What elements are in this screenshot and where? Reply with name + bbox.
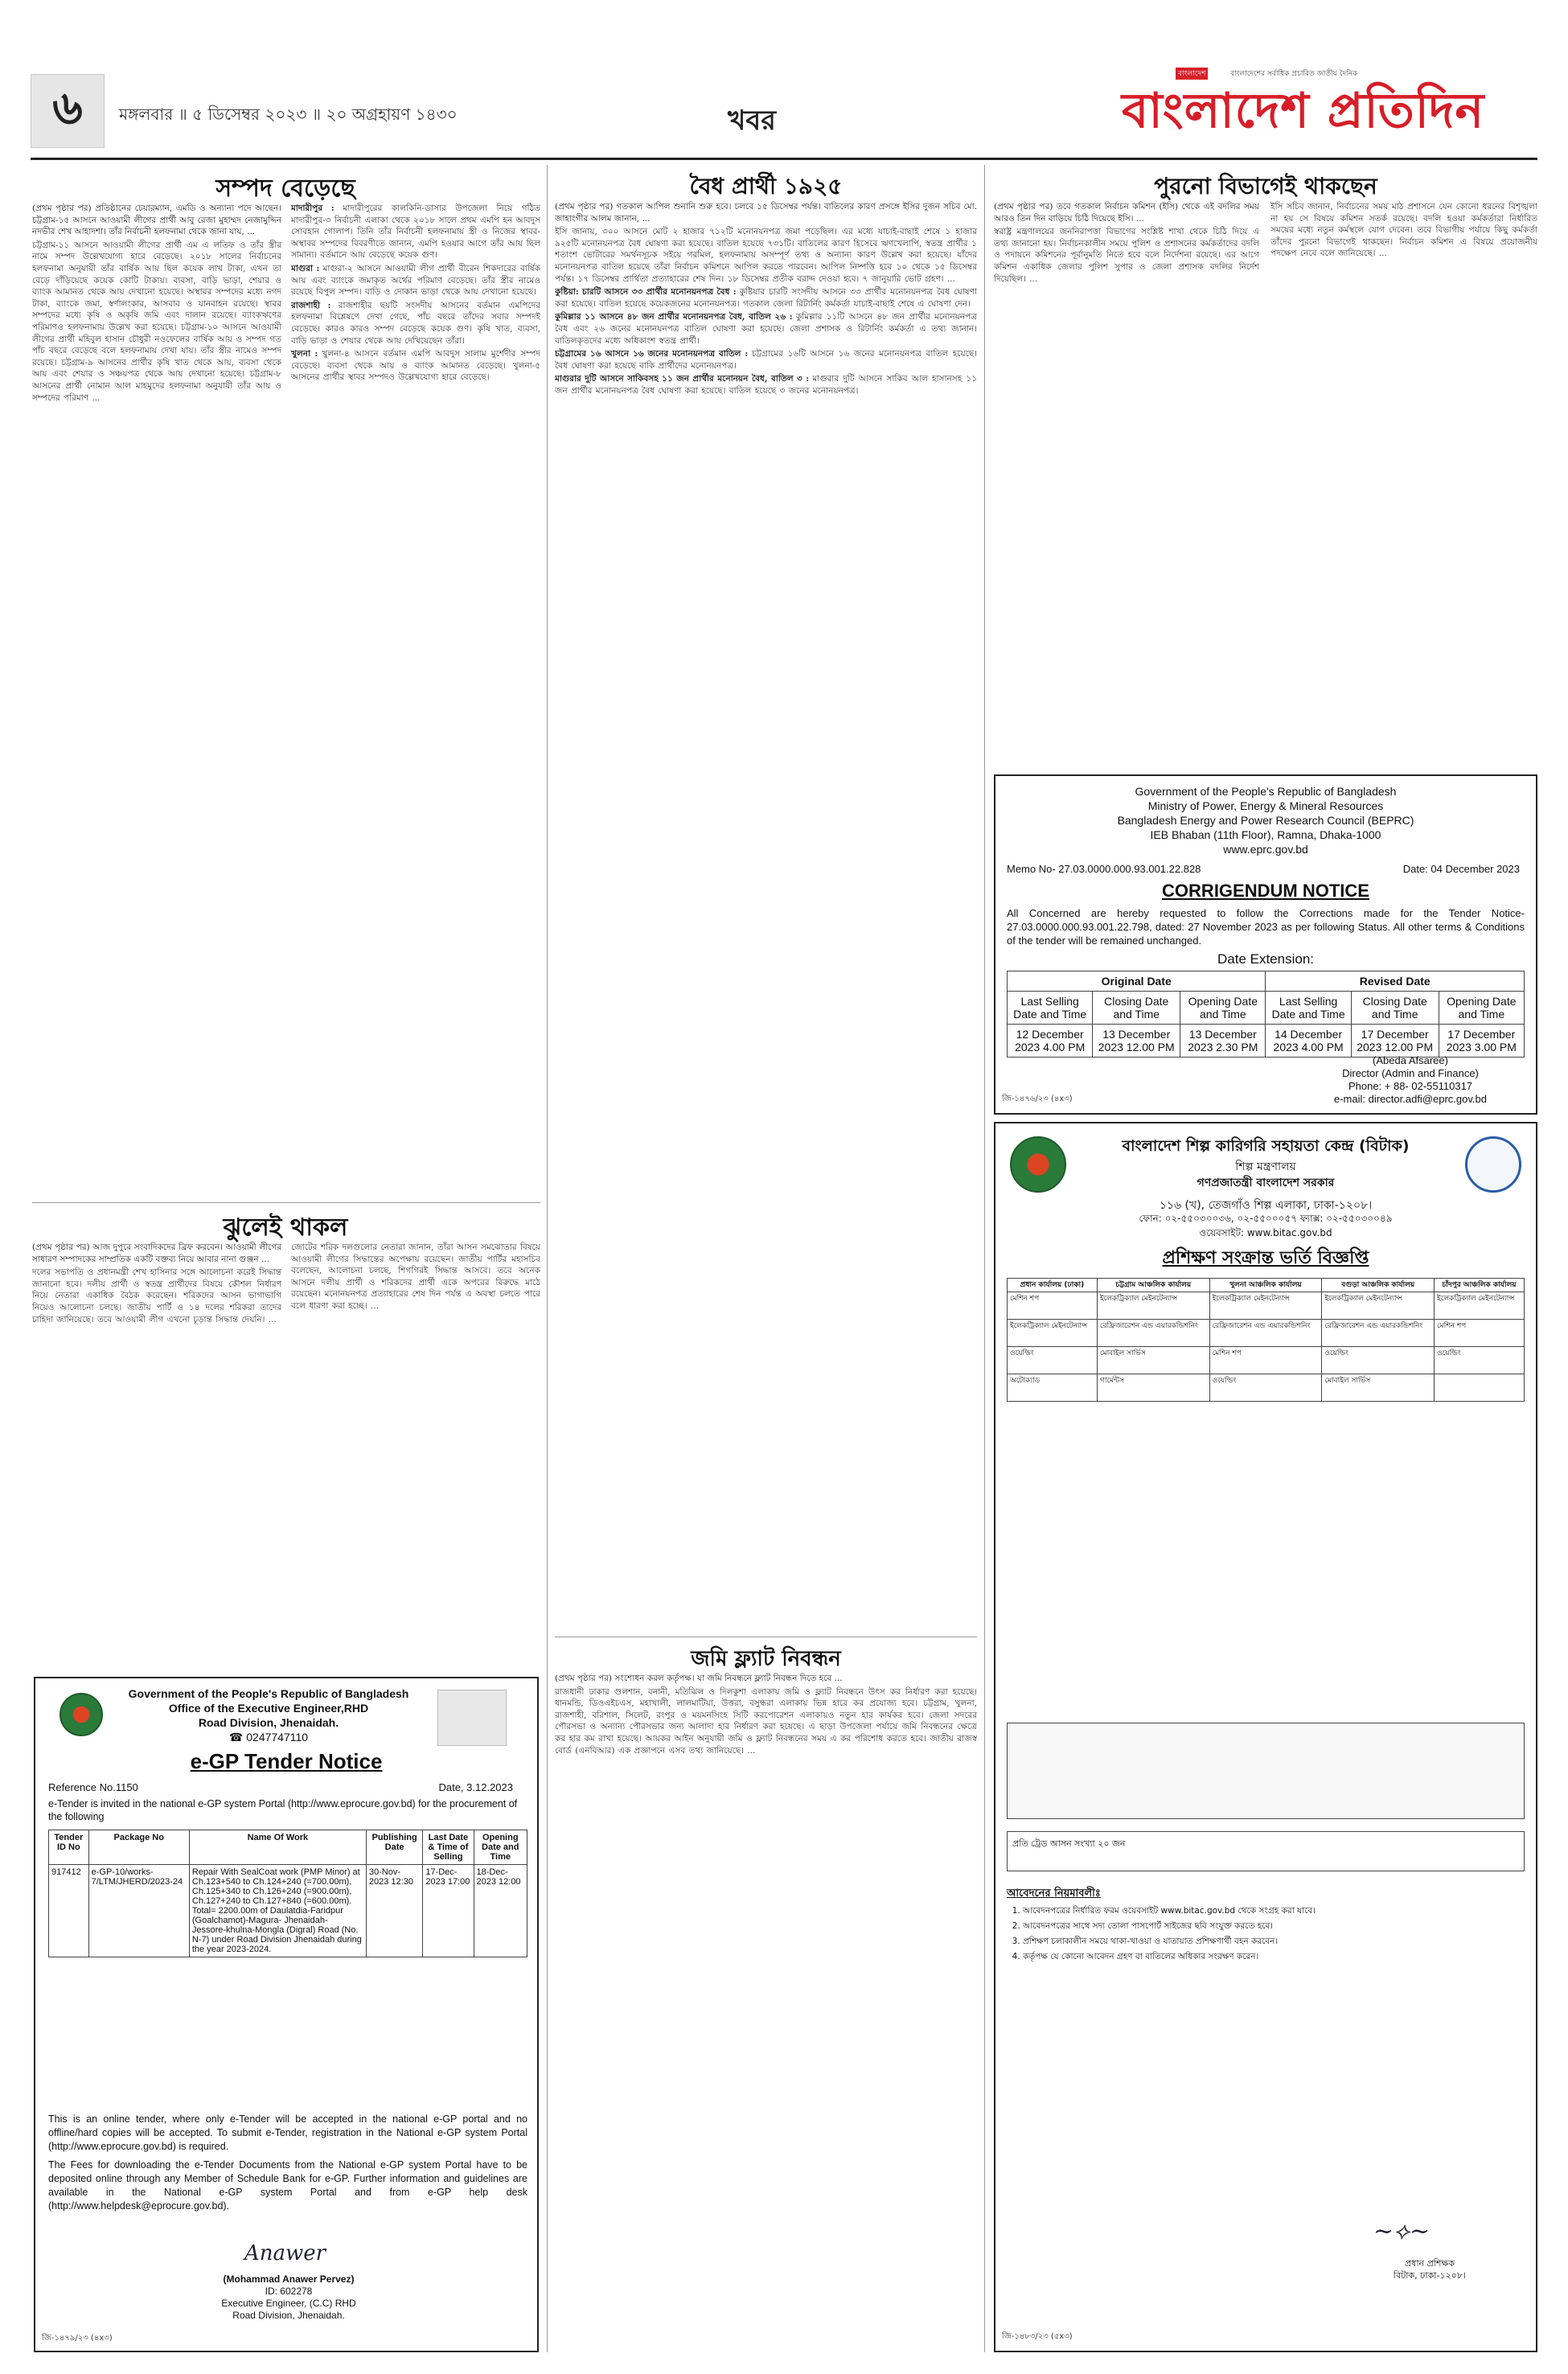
rule-item: 3. প্রশিক্ষণ চলাকালীন সময়ে থাকা-খাওয়া ও যাতায়াত প্রশিক্ষণার্থী বহন করবেন। — [1023, 1936, 1521, 1948]
article-body: চট্টগ্রামের ১৬টি আসনে ১৬ জনের মনোনয়নপত্র বাতিল হয়েছে। বৈধ ঘোষণা করা হয়েছে বাকি প্রার্থীদের মনোনয়নপত্র। — [555, 349, 977, 371]
article-body: দলের সভাপতি ও প্রধানমন্ত্রী শেখ হাসিনার সঙ্গে আলোচনা করেই সিদ্ধান্ত জানানো হবে। দলীয় প্রার্থী ও স্বতন্ত্র প্রার্থীদের বিষয়ে কৌশল নির্ধারণ নিয়ে নেতারা একাধিক বৈঠক করেছেন। শরিকদের আসন ভাগাভাগি নিয়েও আলোচনা চলছে। জাতীয় পার্টি ও ১৪ দলের শরিকরা তাদের চাহিদা জানিয়েছে। তবে আওয়ামী লীগ এখনো চূড়ান্ত সিদ্ধান্ত দেয়নি। ... — [32, 1267, 281, 1325]
ministry-name: Ministry of Power, Energy & Mineral Resources — [1147, 799, 1384, 812]
council-address: IEB Bhaban (11th Floor), Ramna, Dhaka-1000 — [1150, 828, 1381, 841]
reference-no: Reference No.1150 — [48, 1781, 138, 1793]
notice-title: প্রশিক্ষণ সংক্রান্ত ভর্তি বিজ্ঞপ্তি — [1162, 1248, 1369, 1268]
table-header-cell: Publishing Date — [366, 1830, 422, 1865]
article-body: স্বরাষ্ট্র মন্ত্রণালয়ের জননিরাপত্তা বিভাগের সংশ্লিষ্ট শাখা থেকে চিঠি দিয়ে এ তথ্য জানানো হয়। নির্বাচনকালীন সময়ে পুলিশ ও প্রশাসনের কর্মকর্তাদের বদলি ও পদায়নে কমিশনের পূর্বানুমতি নিতে হবে বলে নির্দেশনা রয়েছে। এর আগে কমিশন একাধিক জেলার পুলিশ সুপার ও জেলা প্রশাসক বদলির নির্দেশ দিয়েছিল। ... — [994, 227, 1259, 284]
article-old-bibhag-col1 — [994, 201, 1259, 769]
trade-cell: ওয়েল্ডিং — [1322, 1347, 1435, 1374]
govt-name: গণপ্রজাতন্ত্রী বাংলাদেশ সরকার — [1197, 1177, 1335, 1189]
fee-note: প্রতি ট্রেড আসন সংখ্যা ২০ জন — [1012, 1838, 1126, 1849]
rule-item: 4. কর্তৃপক্ষ যে কোনো আবেদন গ্রহণ বা বাতিলের অধিকার সংরক্ষণ করেন। — [1023, 1951, 1521, 1963]
org-phone: ফোন: ০২-৫৫০৩০০৩৬, ০২-৫৫০০০৫৭ ফ্যাক্স: ০২-৫৫০৩০০৪৯ — [1139, 1213, 1393, 1224]
table-cell-publishing: 30-Nov-2023 12:30 — [366, 1865, 422, 1957]
masthead-logo: বাংলাদেশ প্রতিদিন — [1122, 83, 1485, 139]
trade-cell: রেফ্রিজারেশন এন্ড এয়ারকন্ডিশনিং — [1097, 1320, 1209, 1347]
signer-email: e-mail: director.adfi@eprc.gov.bd — [1334, 1093, 1487, 1105]
notice-date: Date, 3.12.2023 — [438, 1781, 513, 1793]
extension-column-header: Opening Date and Time — [1180, 992, 1266, 1025]
org-website: ওয়েবসাইট: www.bitac.gov.bd — [1199, 1227, 1332, 1238]
trade-cell: রেফ্রিজারেশন এন্ড এয়ারকন্ডিশনিং — [1209, 1320, 1322, 1347]
corrigendum-notice — [994, 774, 1537, 1115]
notice-title: e-GP Tender Notice — [190, 1749, 383, 1773]
header-divider — [31, 158, 1537, 160]
brand-tagline: বাংলাদেশের সর্বাধিক প্রচারিত জাতীয় দৈনিক — [1230, 70, 1358, 78]
trade-cell: মোবাইল সার্ভিস — [1097, 1347, 1209, 1374]
tender-intro: e-Tender is invited in the national e-GP system Portal (http://www.eprocure.gov.bd) for the procurement of the following — [48, 1798, 518, 1822]
government-emblem-icon — [60, 1693, 103, 1736]
subhead: কুষ্টিয়া: চারটি আসনে ৩৩ প্রার্থীর মনোনয়নপত্র বৈধ : — [555, 287, 737, 298]
ad-code: জি-১৪৭৬/২৩ (৪x৩) — [1002, 1095, 1073, 1103]
trade-cell: গার্মেন্টস — [1097, 1374, 1209, 1402]
division-name: Road Division, Jhenaidah. — [198, 1716, 339, 1729]
rules-list — [1023, 1905, 1521, 1966]
table-header-cell: Name Of Work — [189, 1830, 366, 1865]
bitac-admission-notice — [994, 1122, 1537, 2352]
signature: Anawer — [244, 2241, 326, 2265]
article-body: ইসি জানায়, ৩০০ আসনে মোট ২ হাজার ৭১২টি মনোনয়নপত্র জমা পড়েছিল। এর মধ্যে যাচাই-বাছাই শেষে ১ হাজার ৯২৫টি মনোনয়নপত্র বৈধ ঘোষণা করা হয়েছে। বাতিল হয়েছে ৭৩১টি। বাতিলের কারণ হিসেবে ঋণখেলাপি, স্বতন্ত্র প্রার্থীর ১ শতাংশ ভোটারের সমর্থনসূচক সইয়ে গরমিল, হলফনামায় অসম্পূর্ণ তথ্য ও অন্যান্য কারণ উল্লেখ করা হয়েছে। যাঁদের মনোনয়নপত্র বাতিল হয়েছে তাঁরা নির্বাচন কমিশনে আপিল করতে পারবেন। আপিল নিষ্পত্তি হবে ১০ থেকে ১৫ ডিসেম্বর পর্যন্ত। ১৭ ডিসেম্বর প্রার্থিতা প্রত্যাহারের শেষ দিন। ১৮ ডিসেম্বর প্রতীক বরাদ্দ দেওয়া হবে। ৭ জানুয়ারি ভোট গ্রহণ। ... — [555, 227, 977, 284]
article-assets-col2 — [291, 203, 540, 1198]
signer-id: ID: 602278 — [265, 2286, 313, 2297]
office-column-header: বগুড়া আঞ্চলিক কার্যালয় — [1322, 1279, 1435, 1292]
trade-cell: রেফ্রিজারেশন এন্ড এয়ারকন্ডিশনিং — [1322, 1320, 1435, 1347]
original-date-header: Original Date — [1008, 971, 1266, 992]
tender-table — [48, 1830, 527, 1957]
govt-name: Government of the People's Republic of Bangladesh — [1135, 785, 1397, 798]
signer-name: (Mohammad Anawer Pervez) — [223, 2273, 355, 2285]
table-row — [1008, 1292, 1525, 1320]
subhead: কুমিল্লার ১১ আসনে ৪৮ জন প্রার্থীর মনোনয়নপত্র বৈধ, বাতিল ২৬ : — [555, 312, 793, 322]
trade-cell: মেশিন শপ — [1008, 1292, 1098, 1320]
extension-date-cell: 17 December 2023 12.00 PM — [1351, 1025, 1439, 1058]
table-header-cell: Package No — [88, 1830, 189, 1865]
extension-column-header: Last Selling Date and Time — [1266, 992, 1351, 1025]
tender-term-1: This is an online tender, where only e-Tender will be accepted in the national e-GP portal and no offline/hard copies will be accepted. To submit e-Tender, registration in the National e-GP system Portal (http://www.eprocure.gov.bd) is required. — [48, 2113, 527, 2152]
rule-item: 2. আবেদনপত্রের সাথে সদ্য তোলা পাসপোর্ট সাইজের ছবি সংযুক্ত করতে হবে। — [1023, 1920, 1521, 1932]
signer-phone: Phone: + 88- 02-55110317 — [1348, 1080, 1473, 1092]
article-lead: (প্রথম পৃষ্ঠার পর) সংশোধন করল কর্তৃপক্ষ। যা জমি নিবন্ধনে ফ্ল্যাট নিবন্ধন দিতে হবে ... — [555, 1674, 843, 1683]
article-assets-col1 — [32, 203, 281, 1198]
article-body: রাজশাহীর ছয়টি সংসদীয় আসনের বর্তমান এমপিদের হলফনামা বিশ্লেষণে দেখা গেছে, পাঁচ বছরে তাঁদের সবার সম্পদই বেড়েছে। কারও কারও সম্পদ বেড়েছে কয়েক গুণ। কৃষি খাত, ব্যবসা, বাড়ি ভাড়া ও শেয়ার থেকে আয় দেখিয়েছেন তাঁরা। — [291, 300, 540, 346]
page-number: ৬ — [31, 74, 105, 148]
table-cell-opening: 18-Dec-2023 12:00 — [474, 1865, 527, 1957]
extension-column-header: Closing Date and Time — [1093, 992, 1180, 1025]
headline-candidates: বৈধ প্রার্থী ১৯২৫ — [689, 173, 843, 199]
article-body: খুলনা-৪ আসনে বর্তমান এমপি আবদুস সালাম মুর্শেদীর সম্পদ বেড়েছে। ব্যবসা থেকে আয় ও ব্যাংক আমানত বেড়েছে। খুলনা-৫ আসনের প্রার্থীর স্থাবর সম্পদও উল্লেখযোগ্য হারে বেড়েছে। — [291, 349, 540, 383]
office-contacts — [1007, 1723, 1525, 1819]
headline-flat: জমি ফ্ল্যাট নিবন্ধন — [691, 1647, 841, 1671]
extension-date-cell: 14 December 2023 4.00 PM — [1266, 1025, 1351, 1058]
article-old-bibhag-col2 — [1270, 201, 1537, 769]
article-body: রাজধানী ঢাকার গুলশান, বনানী, মতিঝিল ও দিলকুশা এলাকায় জমি ও ফ্ল্যাট নিবন্ধনে উৎস কর নির্ধারণ করা হয়েছে। ধানমন্ডি, ডিওএইচএস, মহাখালী, লালমাটিয়া, উত্তরা, বসুন্ধরা এলাকায় ভিন্ন হারে কর প্রযোজ্য হবে। চট্টগ্রাম, খুলনা, রাজশাহী, বরিশাল, সিলেট, রংপুর ও ময়মনসিংহ সিটি করপোরেশন এলাকায়ও নতুন হার কার্যকর হবে। জেলা সদরের পৌরসভা ও অন্যান্য পৌরসভার জন্য আলাদা হার নির্ধারণ করা হয়েছে। এ ছাড়া উপজেলা পর্যায়ে জমি নিবন্ধনের ক্ষেত্রে কর হার কম রাখা হয়েছে। আয়কর আইন অনুযায়ী জমি ও ফ্ল্যাট নিবন্ধনের সময় এ কর পরিশোধ করতে হবে। জাতীয় রাজস্ব বোর্ড (এনবিআর) এক প্রজ্ঞাপনে এসব তথ্য জানিয়েছে। ... — [555, 1686, 977, 1756]
council-name: Bangladesh Energy and Power Research Council (BEPRC) — [1117, 814, 1414, 827]
council-website: www.eprc.gov.bd — [1223, 843, 1308, 856]
table-cell-package: e-GP-10/works-7/LTM/JHERD/2023-24 — [88, 1865, 189, 1957]
org-address: ১১৬ (খ), তেজগাঁও শিল্প এলাকা, ঢাকা-১২০৮। — [1159, 1199, 1373, 1212]
subhead: রাজশাহী : — [291, 300, 331, 310]
table-cell-last-selling: 17-Dec-2023 17:00 — [423, 1865, 474, 1957]
table-row — [49, 1865, 527, 1957]
table-header-cell: Tender ID No — [49, 1830, 89, 1865]
article-flat — [555, 1673, 977, 2352]
trade-cell: ওয়েল্ডিং — [1008, 1347, 1098, 1374]
tender-terms — [48, 2113, 527, 2213]
notice-body: All Concerned are hereby requested to follow the Corrections made for the Tender Notice- 27.03.0000.000.93.001.22.798, dated: 27 November 2023 as per following Status. All other terms & Conditions of the tender will be remained unchanged. — [1007, 907, 1525, 947]
table-cell-tender-id: 917412 — [49, 1865, 89, 1957]
table-row — [1008, 1320, 1525, 1347]
ad-code: জি-১৪৭৯/২৩ (৪x৩) — [42, 2334, 113, 2343]
trade-cell: অটোক্যাড — [1008, 1374, 1098, 1402]
trade-cell: ইলেকট্রিক্যাল মেইনটেন্যান্স — [1097, 1292, 1209, 1320]
rules-title: আবেদনের নিয়মাবলীঃ — [1007, 1887, 1101, 1900]
subhead: মাদারীপুর : — [291, 203, 335, 213]
extension-column-header: Opening Date and Time — [1439, 992, 1524, 1025]
ad-code: জি-১৪৮৩/২৩ (৫x৩) — [1002, 2332, 1073, 2341]
memo-no: Memo No- 27.03.0000.000.93.001.22.828 — [1007, 863, 1201, 875]
section-title: খবর — [728, 105, 776, 137]
subhead: মাগুরা : — [291, 263, 320, 273]
article-body: মাদারীপুরের কালকিনি-ডাসার উপজেলা নিয়ে গঠিত মাদারীপুর-৩ নির্বাচনী এলাকা থেকে ২০১৮ সালে প্রথম এমপি হন আবদুস সোবহান গোলাপ। তিনি তাঁর নির্বাচনী হলফনামায় স্ত্রী ও নিজের স্থাবর-অস্থাবর সম্পদের বিবরণীতে জানান, এমপি হওয়ার আগে তাঁর আয় ছিল সামান্য। বর্তমানে আয় বেড়েছে কয়েক গুণ। — [291, 203, 540, 261]
revised-date-header: Revised Date — [1266, 971, 1525, 992]
memo-date: Date: 04 December 2023 — [1402, 863, 1520, 875]
trade-cell: ইলেকট্রিক্যাল মেইনটেন্যান্স — [1209, 1292, 1322, 1320]
headline-assets: সম্পদ বেড়েছে — [215, 175, 355, 203]
office-column-header: চাঁদপুর আঞ্চলিক কার্যালয় — [1435, 1279, 1525, 1292]
article-lead: (প্রথম পৃষ্ঠার পর) আজ দুপুরে সংবাদিকদের ব্রিফ করবেন। আওয়ামী লীগের সাধারণ সম্পাদকের সাম্প্রতিক একটি বক্তব্য নিয়ে আবার নানা গুঞ্জন ... — [32, 1242, 281, 1264]
office-column-header: প্রধান কার্যালয় (ঢাকা) — [1008, 1279, 1098, 1292]
signer-office: Road Division, Jhenaidah. — [232, 2310, 345, 2321]
signer-name: (Abeda Afsaree) — [1373, 1054, 1448, 1066]
trade-cell: ইলেকট্রিক্যাল মেইনটেন্যান্স — [1322, 1292, 1435, 1320]
article-body: ইসি সচিব জানান, নির্বাচনের সময় মাঠ প্রশাসনে যেন কোনো ধরনের বিশৃঙ্খলা না হয় সে বিষয়ে কমিশন সতর্ক রয়েছে। বদলি হওয়া কর্মকর্তারা নির্ধারিত সময়ের মধ্যে নতুন কর্মস্থলে যোগ দেবেন। তবে বিভাগীয় পর্যায়ে কিছু কর্মকর্তা তাঁদের পুরনো বিভাগেই থাকছেন। নির্বাচন কমিশন এ বিষয়ে প্রয়োজনীয় পদক্ষেপ নেবে বলে জানিয়েছে। ... — [1270, 202, 1537, 259]
tender-notice-rhd — [34, 1677, 539, 2352]
extension-date-cell: 13 December 2023 12.00 PM — [1093, 1025, 1180, 1058]
trade-cell: মেশিন শপ — [1209, 1347, 1322, 1374]
org-name: বাংলাদেশ শিল্প কারিগরি সহায়তা কেন্দ্র (বিটাক) — [1122, 1137, 1410, 1155]
office-phone: ☎ 0247747110 — [228, 1731, 309, 1744]
article-jhulei-col1 — [32, 1242, 281, 1668]
date-extension-table — [1007, 971, 1525, 1058]
trade-cell: ইলেকট্রিক্যাল মেইনটেন্যান্স — [1008, 1320, 1098, 1347]
govt-name: Government of the People's Republic of Bangladesh — [128, 1687, 409, 1700]
table-header-cell: Opening Date and Time — [474, 1830, 527, 1865]
column-divider — [547, 165, 548, 2352]
article-body: কুমিল্লার ১১টি আসনে ৪৮ জন প্রার্থীর মনোনয়নপত্র বৈধ এবং ২৬ জনের মনোনয়নপত্র বাতিল ঘোষণা করা হয়েছে। জেলা প্রশাসক ও রিটার্নিং কর্মকর্তা এ তথ্য জানান। বাতিলকৃতদের মধ্যে অধিকাংশ স্বতন্ত্র প্রার্থী। — [555, 312, 977, 346]
trade-cell: মেশিন শপ — [1435, 1320, 1525, 1347]
tender-term-2: The Fees for downloading the e-Tender Documents from the National e-GP system Portal have to be deposited online through any Member of Schedule Bank for e-GP. Further information and guidelines are available in the National e-GP system Portal and from e-GP help desk (http://www.helpdesk@eprocure.gov.bd). — [48, 2159, 527, 2212]
article-body: কুষ্টিয়ার চারটি সংসদীয় আসনে ৩৩ প্রার্থীর মনোনয়নপত্র বৈধ ঘোষণা করা হয়েছে। বাতিল হয়েছে কয়েকজনের মনোনয়নপত্র। গতকাল জেলা রিটার্নিং কর্মকর্তা যাচাই-বাছাই শেষে এ ঘোষণা দেন। — [555, 287, 977, 309]
office-column-header: খুলনা আঞ্চলিক কার্যালয় — [1209, 1279, 1322, 1292]
article-body: মাগুরার দুটি আসনে সাকিব আল হাসানসহ ১১ জন প্রার্থীর মনোনয়নপত্র বৈধ ঘোষণা করা হয়েছে। বাতিল হয়েছে ৩ জনের মনোনয়নপত্র। — [555, 374, 977, 396]
trade-cell: ওয়েল্ডিং — [1435, 1347, 1525, 1374]
signer-block — [1306, 1054, 1515, 1106]
signer-title: প্রধান প্রশিক্ষক — [1404, 2258, 1455, 2269]
article-candidates — [555, 201, 977, 1633]
notice-title: CORRIGENDUM NOTICE — [1162, 881, 1369, 901]
trade-cell: ওয়েল্ডিং — [1209, 1374, 1322, 1402]
article-lead: (প্রথম পৃষ্ঠার পর) গতকাল আপিল শুনানি শুরু হবে। চলবে ১৫ ডিসেম্বর পর্যন্ত। বাতিলের কারণ প্রসঙ্গে ইসির দুজন সচিব মো. জাহাংগীর আলম জানান, ... — [555, 202, 977, 224]
signer-block — [1341, 2257, 1518, 2282]
trade-cell: মোবাইল সার্ভিস — [1322, 1374, 1435, 1402]
extension-column-header: Closing Date and Time — [1351, 992, 1439, 1025]
extension-date-cell: 12 December 2023 4.00 PM — [1008, 1025, 1093, 1058]
phone-number: 0247747110 — [246, 1731, 309, 1744]
table-header-cell: Last Date & Time of Selling — [423, 1830, 474, 1865]
signature: ~⟡~ — [1373, 2217, 1430, 2245]
article-jhulei-col2 — [291, 1242, 540, 1668]
leader-photo — [437, 1690, 507, 1746]
table-row — [1008, 1374, 1525, 1402]
headline-jhulei: ঝুলেই থাকল — [223, 1214, 348, 1242]
article-body: জোটের শরিক দলগুলোর নেতারা জানান, তাঁরা আসন সমঝোতার বিষয়ে আওয়ামী লীগের সিদ্ধান্তের অপেক্ষায় রয়েছেন। জাতীয় পার্টির মহাসচিব বলেছেন, আলোচনা চলছে, শিগগিরই সিদ্ধান্ত আসবে। তবে অনেক আসনে দলীয় প্রার্থী ও শরিকদের প্রার্থী একে অপরের বিরুদ্ধে মাঠে রয়েছেন। মনোনয়নপত্র প্রত্যাহারের শেষ দিন পর্যন্ত এ অবস্থা চলতে পারে বলে ধারণা করা হচ্ছে। ... — [291, 1242, 540, 1311]
signer-title: Executive Engineer, (C.C) RHD — [221, 2298, 356, 2309]
subhead: খুলনা : — [291, 349, 318, 359]
extension-date-cell: 17 December 2023 3.00 PM — [1439, 1025, 1524, 1058]
signer-title: Director (Admin and Finance) — [1342, 1067, 1479, 1079]
subhead: চট্টগ্রামের ১৬ আসনে ১৬ জনের মনোনয়নপত্র বাতিল : — [555, 349, 749, 359]
trade-cell — [1435, 1374, 1525, 1402]
article-lead: (প্রথম পৃষ্ঠার পর) প্রতিষ্ঠানের চেয়ারম্যান, এমডি ও অন্যান্য পদে আছেন। চট্টগ্রাম-১৫ আসনে আওয়ামী লীগের প্রার্থী আবু রেজা মুহাম্মদ নেজামুদ্দিন নদভীর শেখ আহাদশা। তাঁর নির্বাচনী হলফনামা থেকে জানা যায়, ... — [32, 203, 281, 237]
headline-old-bibhag: পুরনো বিভাগেই থাকছেন — [1154, 173, 1377, 199]
rule-item: 1. আবেদনপত্রের নির্ধারিত ফরম ওয়েবসাইট www.bitac.gov.bd থেকে সংগ্রহ করা যাবে। — [1023, 1905, 1521, 1917]
fee-info — [1007, 1831, 1525, 1871]
trade-cell: ইলেকট্রিক্যাল মেইনটেন্যান্স — [1435, 1292, 1525, 1320]
signer-block — [156, 2273, 421, 2322]
article-body: মাগুরা-২ আসনে আওয়ামী লীগ প্রার্থী বীরেন শিকদারের বার্ষিক আয় এবং ব্যাংকে জমাকৃত অর্থের পরিমাণ বেড়েছে। তাঁর স্ত্রীর নামেও রয়েছে বিপুল সম্পদ। বাড়ি ও দোকান ভাড়া থেকে আয় দেখানো হয়েছে। — [291, 263, 540, 298]
table-row — [1008, 1347, 1525, 1374]
extension-title: Date Extension: — [1217, 951, 1314, 967]
signer-office: বিটাক, ঢাকা-১২০৮। — [1394, 2270, 1466, 2281]
training-table — [1007, 1278, 1525, 1402]
article-lead: (প্রথম পৃষ্ঠার পর) তবে গতকাল নির্বাচন কমিশন (ইসি) থেকে এই বদলির সময় আরও তিন দিন বাড়িয়ে চিঠি দিয়েছে ইসি। ... — [994, 202, 1259, 224]
column-divider — [984, 165, 985, 2352]
ministry-name: শিল্প মন্ত্রণালয় — [1235, 1160, 1296, 1173]
article-body: চট্টগ্রাম-১১ আসনে আওয়ামী লীগের প্রার্থী এম এ লতিফ ও তাঁর স্ত্রীর নামে সম্পদ উল্লেখযোগ্য হারে বেড়েছে। ২০১৮ সালের নির্বাচনের হলফনামা অনুযায়ী তাঁর বার্ষিক আয় ছিল কয়েক লাখ টাকা, এখন তা বেড়ে দাঁড়িয়েছে কয়েক কোটি টাকায়। ব্যবসা, বাড়ি ভাড়া, শেয়ার ও ব্যাংক আমানত থেকে আয় দেখানো হয়েছে। অস্থাবর সম্পদের মধ্যে নগদ টাকা, ব্যাংকে জমা, স্বর্ণালংকার, আসবাব ও যানবাহন রয়েছে। স্থাবর সম্পদের মধ্যে কৃষি ও অকৃষি জমি এবং দালান রয়েছে। ব্যাংকঋণের পরিমাণও হলফনামায় উল্লেখ করা হয়েছে। চট্টগ্রাম-১০ আসনে আওয়ামী লীগের প্রার্থী মহিবুল হাসান চৌধুরী নওফেলের বার্ষিক আয় ও সম্পদ গত পাঁচ বছরে বেড়েছে বলে হলফনামায় দেখা যায়। তাঁর স্ত্রীর নামেও সম্পদ রয়েছে। চট্টগ্রাম-৯ আসনের প্রার্থীর কৃষি খাত থেকে আয়, ব্যবসা থেকে আয় এবং শেয়ার ও সঞ্চয়পত্র থেকে আয় দেখানো হয়েছে। চট্টগ্রাম-৮ আসনের প্রার্থী নোমান আল মাহমুদের হলফনামা অনুযায়ী তাঁর আয় ও সম্পদের পরিমাণ ... — [32, 240, 281, 403]
extension-column-header: Last Selling Date and Time — [1008, 992, 1093, 1025]
subhead: মাগুরার দুটি আসনে সাকিবসহ ১১ জন প্রার্থীর মনোনয়ন বৈধ, বাতিল ৩ : — [555, 374, 810, 384]
brand-tag: বাংলাদেশ — [1176, 68, 1208, 80]
extension-date-cell: 13 December 2023 2.30 PM — [1180, 1025, 1266, 1058]
issue-date: মঙ্গলবার ॥ ৫ ডিসেম্বর ২০২৩ ॥ ২০ অগ্রহায়ণ ১৪৩০ — [119, 105, 458, 124]
office-name: Office of the Executive Engineer,RHD — [168, 1702, 369, 1715]
office-column-header: চট্টগ্রাম আঞ্চলিক কার্যালয় — [1097, 1279, 1209, 1292]
table-cell-work: Repair With SealCoat work (PMP Minor) at Ch.123+540 to Ch.124+240 (=700.00m), Ch.125+340 to Ch.126+240 (=900.00m), Ch.127+240 to Ch.127+840 (=600.00m). Total= 2200.00m of Daulatdia-Faridpur (Goalchamot)-Magura- Jhenaidah- Jessore-khulna-Mongla (Digral) Road (No. N-7) under Road Division Jhenaidah during the year 2023-2024. — [189, 1865, 366, 1957]
